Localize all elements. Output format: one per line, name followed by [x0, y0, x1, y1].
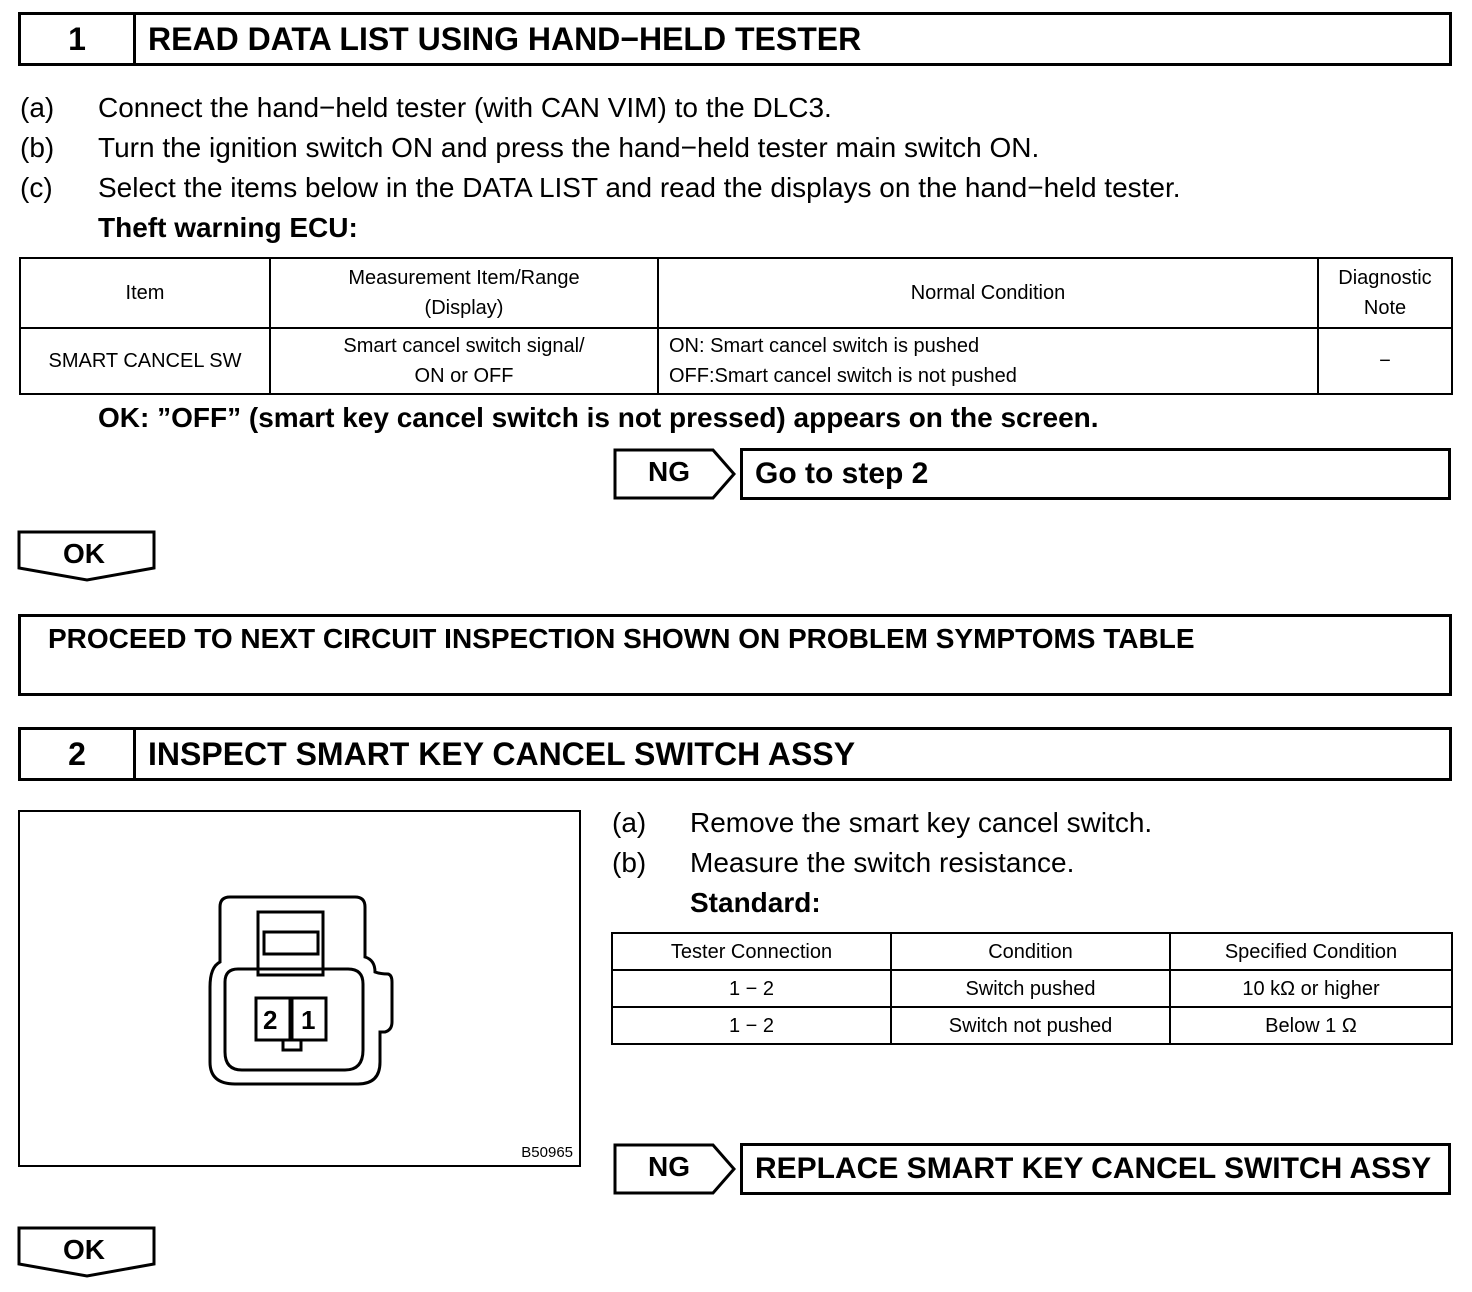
connector-diagram — [20, 812, 579, 1165]
step2-instruction-b — [612, 847, 1452, 883]
instruction-label: (c) — [20, 172, 53, 203]
cell-normal — [658, 328, 1318, 394]
cell-condition: Switch pushed — [891, 970, 1170, 1007]
ng-result-go-to-step-2: Go to step 2 — [740, 448, 1451, 500]
cell-note: − — [1318, 328, 1452, 394]
header-tester-connection: Tester Connection — [612, 933, 891, 970]
step2-number: 2 — [21, 730, 136, 778]
step2-title: INSPECT SMART KEY CANCEL SWITCH ASSY — [148, 735, 856, 772]
header-item: Item — [20, 258, 270, 328]
ng-label: NG — [648, 456, 690, 487]
pin-1-label: 1 — [301, 1005, 316, 1035]
header-specified-condition: Specified Condition — [1170, 933, 1452, 970]
header-diagnostic-line1: Diagnostic — [1338, 267, 1432, 289]
data-list-table — [19, 257, 1453, 395]
step2-header — [18, 727, 1452, 781]
cell-range-line1: Smart cancel switch signal/ — [343, 335, 585, 357]
cell-specified: Below 1 Ω — [1170, 1007, 1452, 1044]
step1-number: 1 — [21, 15, 136, 63]
instruction-label: (b) — [20, 132, 55, 163]
ok-label: OK — [63, 1234, 105, 1265]
instruction-text: Measure the switch resistance. — [690, 847, 1075, 878]
cell-normal-line1: ON: Smart cancel switch is pushed — [669, 335, 980, 357]
step2-instruction-a — [612, 807, 1452, 843]
instruction-text: Turn the ignition switch ON and press the hand−held tester main switch ON. — [98, 132, 1040, 163]
connector-figure — [18, 810, 581, 1167]
cell-range — [270, 328, 658, 394]
instruction-label: (a) — [612, 807, 647, 838]
cell-normal-line2: OFF:Smart cancel switch is not pushed — [669, 365, 1017, 387]
ok-condition: OK: ”OFF” (smart key cancel switch is not pressed) appears on the screen. — [98, 402, 1099, 433]
header-measurement — [270, 258, 658, 328]
header-measurement-line1: Measurement Item/Range — [348, 267, 580, 289]
ok-label: OK — [63, 538, 105, 569]
standard-label: Standard: — [690, 887, 821, 918]
table-caption: Theft warning ECU: — [98, 212, 358, 243]
step1-instruction-c — [20, 172, 1450, 208]
instruction-label: (b) — [612, 847, 647, 878]
cell-specified: 10 kΩ or higher — [1170, 970, 1452, 1007]
header-diagnostic-line2: Note — [1363, 297, 1407, 319]
pin-2-label: 2 — [263, 1005, 278, 1035]
cell-connection: 1 − 2 — [612, 1007, 891, 1044]
cell-range-line2: ON or OFF — [414, 365, 514, 387]
instruction-text: Select the items below in the DATA LIST and read the displays on the hand−held tester. — [98, 172, 1181, 203]
ng-result-replace-switch: REPLACE SMART KEY CANCEL SWITCH ASSY — [740, 1143, 1451, 1195]
step1-instruction-a — [20, 92, 1450, 128]
figure-code: B50965 — [521, 1144, 573, 1161]
instruction-label: (a) — [20, 92, 55, 123]
ng-label: NG — [648, 1151, 690, 1182]
header-normal-condition: Normal Condition — [658, 258, 1318, 328]
proceed-box — [18, 614, 1452, 696]
instruction-text: Remove the smart key cancel switch. — [690, 807, 1153, 838]
cell-item: SMART CANCEL SW — [20, 328, 270, 394]
resistance-table — [611, 932, 1453, 1045]
step1-header — [18, 12, 1452, 66]
header-condition: Condition — [891, 933, 1170, 970]
proceed-text: PROCEED TO NEXT CIRCUIT INSPECTION SHOWN ON PROBLEM SYMPTOMS TABLE — [48, 623, 1195, 654]
instruction-text: Connect the hand−held tester (with CAN VIM) to the DLC3. — [98, 92, 832, 123]
header-measurement-line2: (Display) — [424, 297, 504, 319]
cell-connection: 1 − 2 — [612, 970, 891, 1007]
cell-condition: Switch not pushed — [891, 1007, 1170, 1044]
step1-title: READ DATA LIST USING HAND−HELD TESTER — [148, 20, 862, 57]
header-diagnostic-note — [1318, 258, 1452, 328]
table-row — [612, 970, 1452, 1007]
table-row — [612, 1007, 1452, 1044]
step1-instruction-b — [20, 132, 1450, 168]
